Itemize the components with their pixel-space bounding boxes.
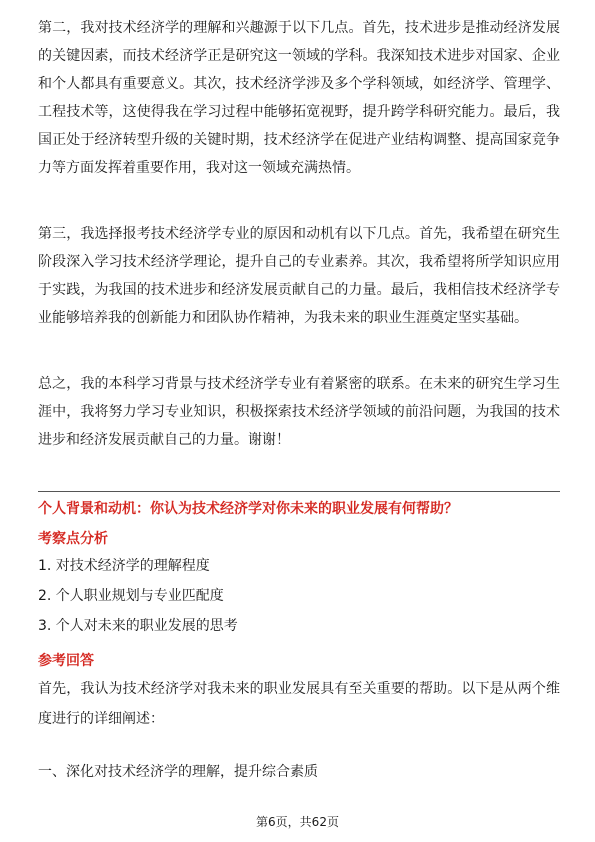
paragraph-second-reason: 第二，我对技术经济学的理解和兴趣源于以下几点。首先，技术进步是推动经济发展的关键因素，而技术经济学正是研究这一领域的学科。我深知技术进步对国家、企业和个人都具有重要意义。其次，技术经济学涉及多个学科领域，如经济学、管理学、工程技术等，这使得我在学习过程中能够拓宽视野，提升跨学科研究能力。最后，我国正处于经济转型升级的关键时期，技术经济学在促进产业结构调整、提高国家竞争力等方面发挥着重要作用，我对这一领域充满热情。 <box>38 20 560 176</box>
question-title: 个人背景和动机：你认为技术经济学对你未来的职业发展有何帮助？ <box>38 501 458 517</box>
page-number-footer: 第6页，共62页 <box>256 815 339 829</box>
answer-section-one-title: 一、深化对技术经济学的理解，提升综合素质 <box>38 764 318 780</box>
paragraph-third-reason: 第三，我选择报考技术经济学专业的原因和动机有以下几点。首先，我希望在研究生阶段深入学习技术经济学理论，提升自己的专业素养。其次，我希望将所学知识应用于实践，为我国的技术进步和经济发展贡献自己的力量。最后，我相信技术经济学专业能够培养我的创新能力和团队协作精神，为我未来的职业生涯奠定坚实基础。 <box>38 226 560 326</box>
section-divider <box>38 491 560 492</box>
answer-intro-paragraph: 首先，我认为技术经济学对我未来的职业发展具有至关重要的帮助。以下是从两个维度进行的详细阐述： <box>38 681 560 727</box>
answer-heading: 参考回答 <box>38 653 94 669</box>
analysis-point: 2. 个人职业规划与专业匹配度 <box>38 588 224 604</box>
analysis-point: 3. 个人对未来的职业发展的思考 <box>38 618 238 634</box>
analysis-point: 1. 对技术经济学的理解程度 <box>38 558 210 574</box>
paragraph-summary: 总之，我的本科学习背景与技术经济学专业有着紧密的联系。在未来的研究生学习生涯中，我将努力学习专业知识，积极探索技术经济学领域的前沿问题，为我国的技术进步和经济发展贡献自己的力量。谢谢！ <box>38 376 560 448</box>
analysis-heading: 考察点分析 <box>38 531 108 547</box>
